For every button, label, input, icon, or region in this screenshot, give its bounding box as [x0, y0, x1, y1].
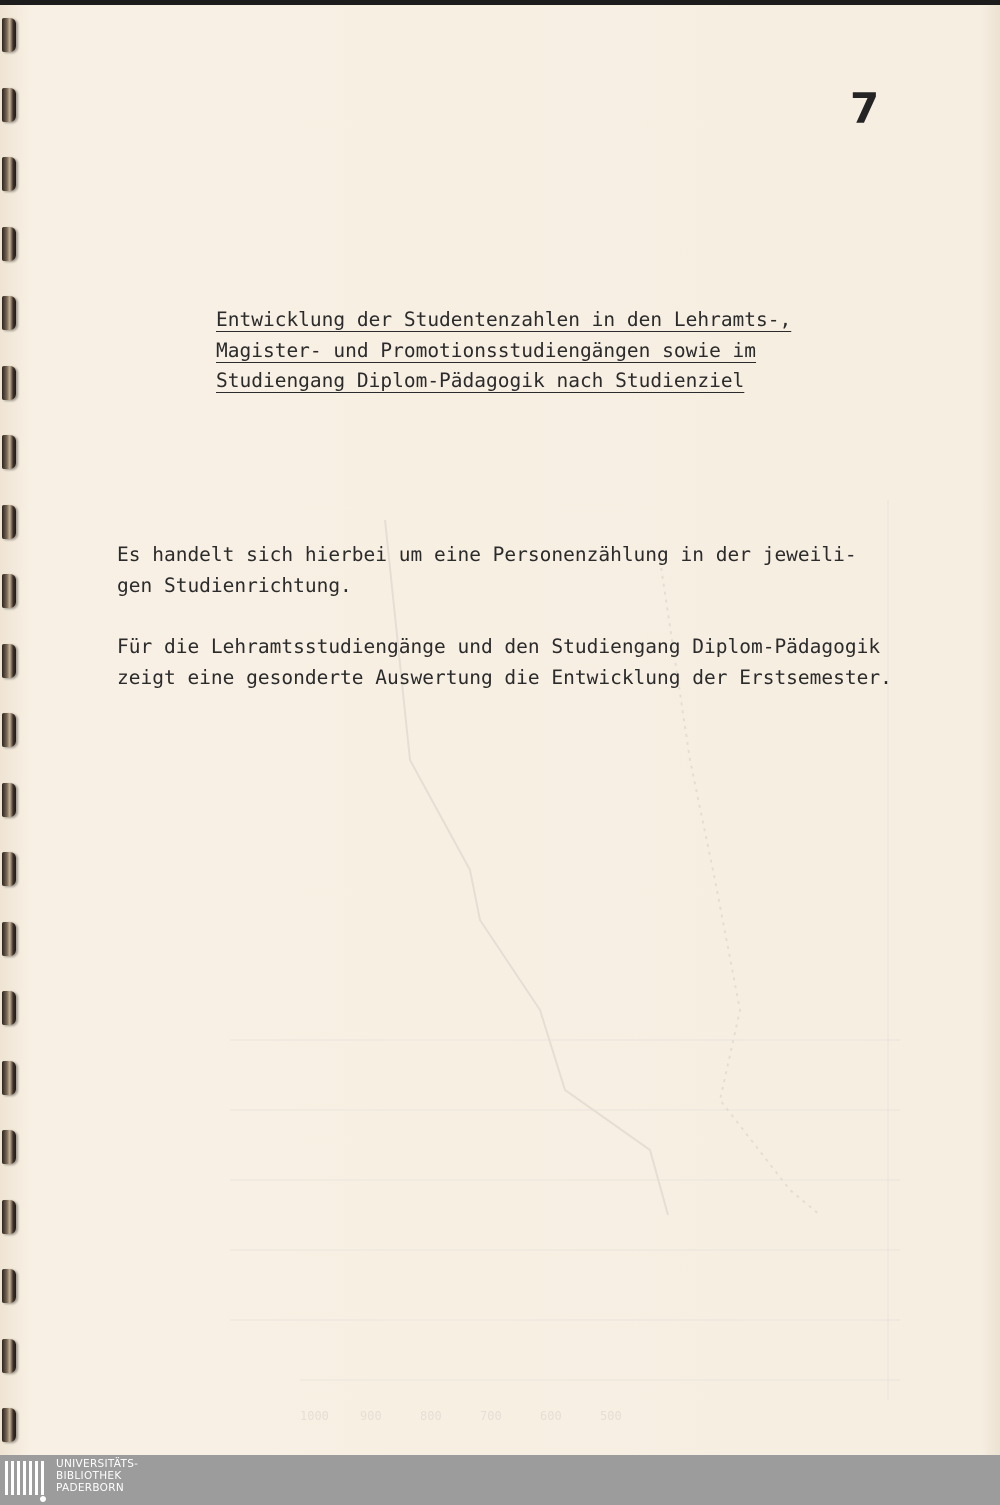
svg-text:900: 900 — [360, 1409, 382, 1423]
binding-ring — [2, 922, 16, 956]
library-name — [56, 1458, 138, 1494]
binding-ring — [2, 366, 16, 400]
binding-ring — [2, 88, 16, 122]
binding-ring — [2, 157, 16, 191]
paragraph-line: gen Studienrichtung. — [117, 573, 352, 597]
binding-ring — [2, 227, 16, 261]
library-footer-bar — [0, 1455, 1000, 1505]
binding-ring — [2, 783, 16, 817]
library-name-line: PADERBORN — [56, 1482, 124, 1494]
binding-ring — [2, 852, 16, 886]
paragraph-first-semester — [117, 632, 977, 693]
binding-ring — [2, 18, 16, 52]
binding-ring — [2, 991, 16, 1025]
svg-text:500: 500 — [600, 1409, 622, 1423]
paragraph-line: Für die Lehramtsstudiengänge und den Studiengang Diplom-Pädagogik — [117, 635, 881, 658]
heading-line: Studiengang Diplom-Pädagogik nach Studienziel — [216, 369, 745, 392]
binding-ring — [2, 435, 16, 469]
svg-text:600: 600 — [540, 1409, 562, 1423]
spiral-binding — [0, 0, 26, 1455]
binding-ring — [2, 1200, 16, 1234]
section-heading — [216, 305, 876, 397]
paragraph-line: Es handelt sich hierbei um eine Personenzählung in der jeweili- — [117, 543, 857, 566]
university-library-logo-icon — [3, 1457, 53, 1503]
binding-ring — [2, 1061, 16, 1095]
library-name-line: BIBLIOTHEK — [56, 1470, 122, 1482]
binding-ring — [2, 505, 16, 539]
svg-text:700: 700 — [480, 1409, 502, 1423]
svg-text:1000: 1000 — [300, 1409, 329, 1423]
binding-ring — [2, 1269, 16, 1303]
binding-ring — [2, 713, 16, 747]
binding-ring — [2, 296, 16, 330]
heading-line: Entwicklung der Studentenzahlen in den Lehramts-, — [216, 308, 792, 331]
heading-line: Magister- und Promotionsstudiengängen sowie im — [216, 338, 757, 362]
svg-text:800: 800 — [420, 1409, 442, 1423]
binding-ring — [2, 574, 16, 608]
binding-ring — [2, 1339, 16, 1373]
paragraph-person-count — [117, 540, 977, 601]
page-top-edge — [0, 0, 1000, 5]
paragraph-line: zeigt eine gesonderte Auswertung die Entwicklung der Erstsemester. — [117, 665, 892, 689]
page-number: 7 — [850, 84, 880, 133]
binding-ring — [2, 1408, 16, 1442]
library-name-line: UNIVERSITÄTS- — [56, 1458, 139, 1470]
binding-ring — [2, 1130, 16, 1164]
binding-ring — [2, 644, 16, 678]
